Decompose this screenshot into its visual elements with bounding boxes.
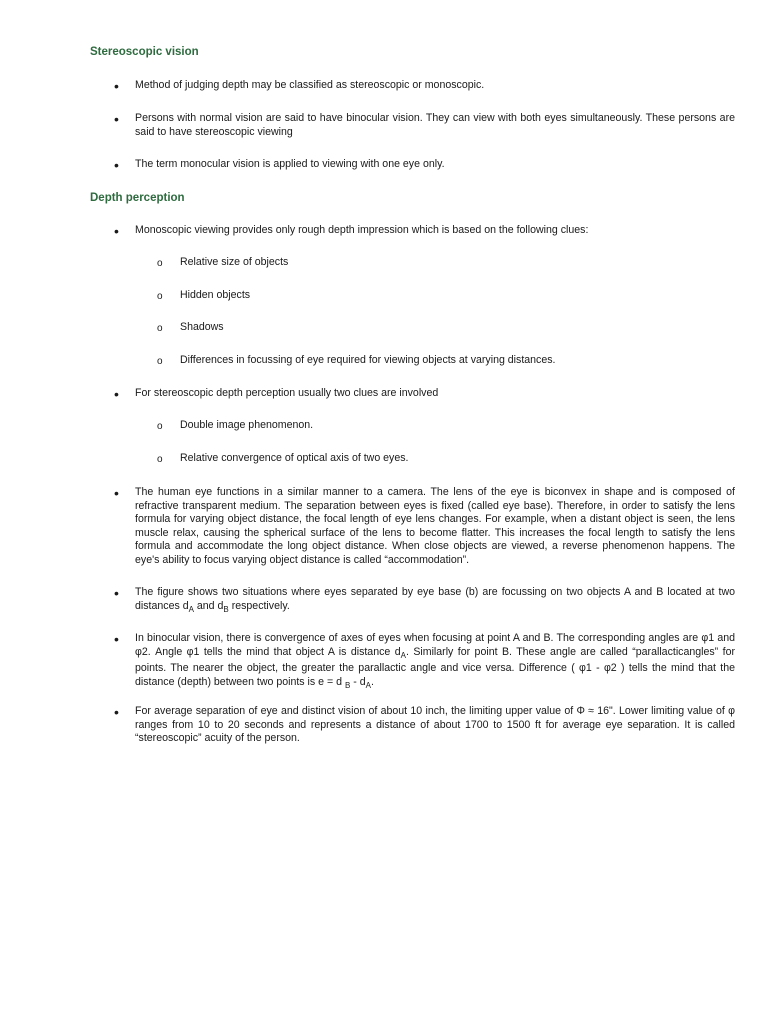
sub-item-focussing-differences: Differences in focussing of eye required for viewing objects at varying distances. [180,354,556,366]
paragraph-depth-classification: Method of judging depth may be classified as stereoscopic or monoscopic. [135,79,485,91]
bullet-marker: • [114,78,119,94]
section-heading-stereoscopic-vision: Stereoscopic vision [90,46,199,58]
sub-bullet-marker: o [157,291,163,302]
sub-bullet-marker: o [157,356,163,367]
sub-item-relative-convergence: Relative convergence of optical axis of two eyes. [180,452,409,464]
section-heading-depth-perception: Depth perception [90,192,185,204]
sub-item-shadows: Shadows [180,321,224,333]
sub-bullet-marker: o [157,421,163,432]
paragraph-binocular-convergence: In binocular vision, there is convergence of axes of eyes when focusing at point A and B. The corresponding angles are φ1 and φ2. Angle φ1 tells the mind that object A is distance $d_A$. Similarly for point B. These angle are called “parallacticangles” for points. The nearer the object, the greater the parallactic angle and vice versa. Difference ( φ1 - φ2 ) tells the mind that the distance (depth) between two points is e = d $_B - d_A$. [135,632,736,690]
paragraph-stereoscopic-acuity: For average separation of eye and distinct vision of about 10 inch, the limiting upper value of Φ ≈ 16". Lower limiting value of φ ranges from 10 to 20 seconds and represents a distance of about 1700 to 1500 ft for average eye separation. It is called “stereoscopic” acuity of the person. [135,705,735,745]
bullet-marker: • [114,386,119,402]
sub-item-relative-size: Relative size of objects [180,256,289,268]
bullet-marker: • [114,631,119,647]
paragraph-binocular-vision: Persons with normal vision are said to have binocular vision. They can view with both eyes simultaneously. These persons are said to have stereoscopic viewing [135,112,735,138]
paragraph-stereo-intro: For stereoscopic depth perception usually two clues are involved [135,387,439,399]
paragraph-eye-camera: The human eye functions in a similar manner to a camera. The lens of the eye is biconvex in shape and is composed of refractive transparent medium. The separation between eyes is fixed (called eye base). Therefore, in order to satisfy the lens formula for varying object distance, the focal length of eye lens changes. For example, when a distant object is seen, the lens muscle relax, causing the spherical surface of the lens to become flatter. This increases the focal length to satisfy the lens formula and accommodate the long object distance. When close objects are viewed, a reverse phenomenon happens. The eye's ability to focus varying object distance is called “accommodation”. [135,486,735,566]
bullet-marker: • [114,485,119,501]
sub-bullet-marker: o [157,323,163,334]
paragraph-figure-note: The figure shows two situations where eyes separated by eye base (b) are focussing on two objects A and B located at two distances $d_A$ and $d_B$ respectively. [135,586,735,614]
sub-item-hidden-objects: Hidden objects [180,289,251,301]
bullet-marker: • [114,111,119,127]
bullet-marker: • [114,704,119,720]
sub-item-double-image: Double image phenomenon. [180,419,314,431]
sub-bullet-marker: o [157,258,163,269]
paragraph-monoscopic-intro: Monoscopic viewing provides only rough depth impression which is based on the following clues: [135,224,589,236]
bullet-marker: • [114,585,119,601]
paragraph-monocular-vision: The term monocular vision is applied to viewing with one eye only. [135,158,445,170]
bullet-marker: • [114,223,119,239]
bullet-marker: • [114,157,119,173]
sub-bullet-marker: o [157,454,163,465]
